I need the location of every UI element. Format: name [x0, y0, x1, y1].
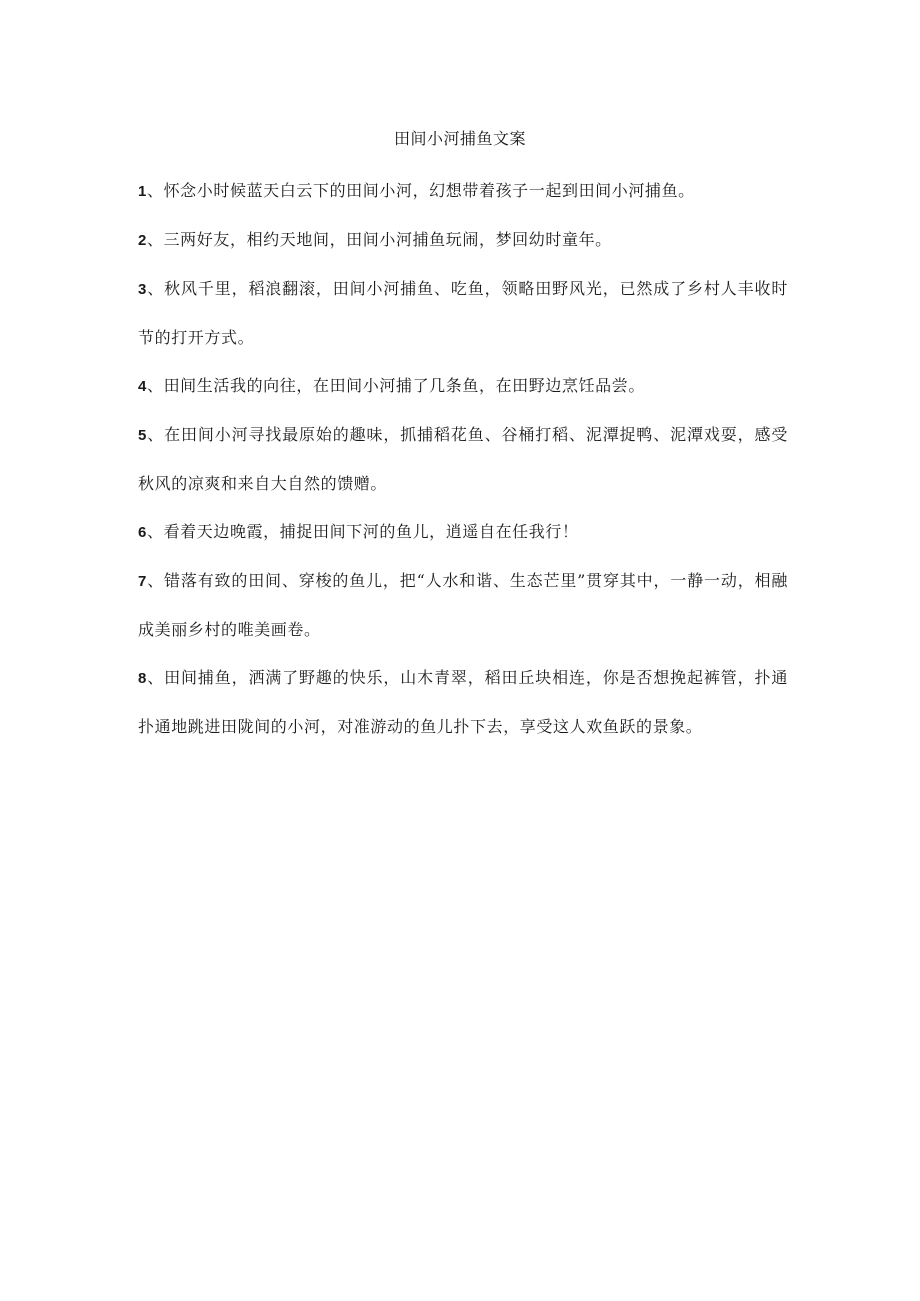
document-title: 田间小河捕鱼文案	[393, 129, 526, 148]
item-text: 错落有致的田间、穿梭的鱼儿，把“人水和谐、生态芒里”贯穿其中，一静一动，相融成美丽乡村的唯美画卷。	[138, 571, 788, 639]
item-separator: 、	[146, 181, 164, 200]
list-item	[138, 411, 788, 508]
item-separator: 、	[146, 376, 164, 395]
item-text: 田间生活我的向往，在田间小河捕了几条鱼，在田野边烹饪品尝。	[163, 376, 645, 395]
copywriting-list	[138, 167, 788, 751]
list-item	[138, 265, 788, 362]
list-item	[138, 654, 788, 751]
item-number: 8	[138, 670, 147, 687]
list-item	[138, 508, 788, 557]
list-item	[138, 167, 788, 216]
list-item	[138, 557, 788, 654]
item-number: 2	[138, 232, 147, 249]
item-separator: 、	[146, 279, 165, 298]
item-number: 3	[138, 281, 147, 298]
item-number: 7	[138, 573, 147, 590]
item-number: 6	[138, 524, 147, 541]
item-text: 三两好友，相约天地间，田间小河捕鱼玩闹，梦回幼时童年。	[163, 230, 612, 249]
item-separator: 、	[146, 230, 164, 249]
item-text: 怀念小时候蓝天白云下的田间小河，幻想带着孩子一起到田间小河捕鱼。	[163, 181, 695, 200]
item-separator: 、	[146, 425, 165, 444]
item-text: 秋风千里，稻浪翻滚，田间小河捕鱼、吃鱼，领略田野风光，已然成了乡村人丰收时节的打开方式。	[138, 279, 788, 347]
item-text: 在田间小河寻找最原始的趣味，抓捕稻花鱼、谷桶打稻、泥潭捉鸭、泥潭戏耍，感受秋风的凉爽和来自大自然的馈赠。	[138, 425, 788, 493]
item-separator: 、	[146, 571, 165, 590]
list-item	[138, 216, 788, 265]
item-number: 4	[138, 378, 147, 395]
item-text: 田间捕鱼，洒满了野趣的快乐，山木青翠，稻田丘块相连，你是否想挽起裤管，扑通扑通地跳进田陇间的小河，对准游动的鱼儿扑下去，享受这人欢鱼跃的景象。	[138, 668, 788, 736]
list-item	[138, 362, 788, 411]
item-text: 看着天边晚霞，捕捉田间下河的鱼儿，逍遥自在任我行！	[163, 522, 579, 541]
item-number: 1	[138, 183, 147, 200]
item-number: 5	[138, 427, 147, 444]
item-separator: 、	[146, 522, 164, 541]
item-separator: 、	[146, 668, 165, 687]
